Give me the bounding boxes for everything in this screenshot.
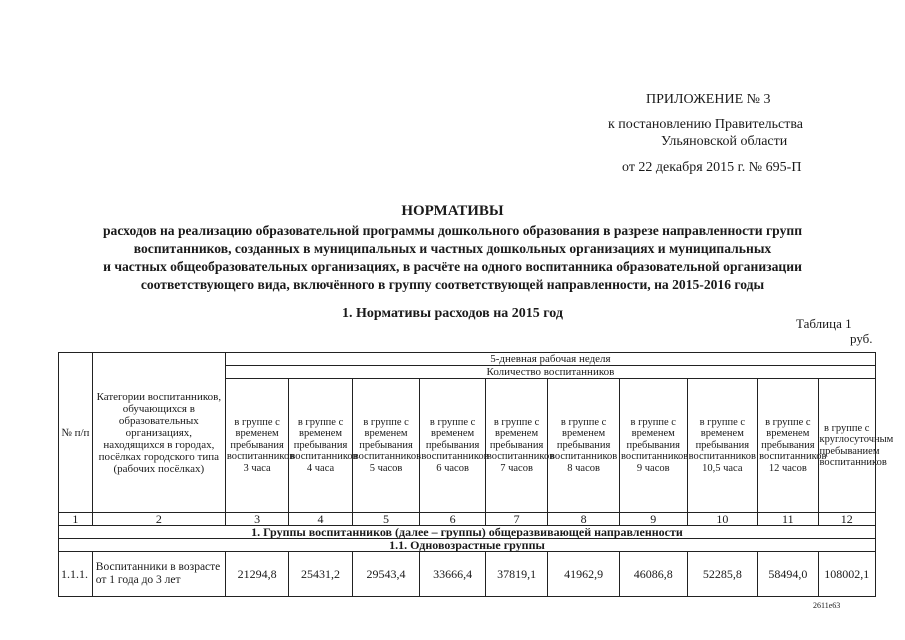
document-subtitle bbox=[30, 222, 875, 294]
header-week: 5-дневная рабочая неделя bbox=[225, 353, 875, 366]
subsection-band-row bbox=[59, 539, 876, 552]
header-col-12h: в группе с временем пребывания воспитанников 12 часов bbox=[758, 379, 818, 513]
col-number: 2 bbox=[92, 513, 225, 526]
header-col-7h: в группе с временем пребывания воспитанников 7 часов bbox=[485, 379, 547, 513]
col-number: 11 bbox=[758, 513, 818, 526]
col-number: 9 bbox=[619, 513, 687, 526]
header-count: Количество воспитанников bbox=[225, 366, 875, 379]
currency-unit: руб. bbox=[850, 331, 873, 346]
table-row bbox=[59, 552, 876, 597]
header-category: Категории воспитанников, обучающихся в образовательных организациях, находящихся в городах, посёлках городского типа (рабочих посёлках) bbox=[92, 353, 225, 513]
appendix-ref-line-1: к постановлению Правительства bbox=[608, 117, 804, 132]
row-value: 52285,8 bbox=[687, 552, 758, 597]
header-no: № п/п bbox=[59, 353, 93, 513]
col-number: 12 bbox=[818, 513, 875, 526]
section-band-row bbox=[59, 526, 876, 539]
table-label: Таблица 1 bbox=[796, 316, 852, 331]
row-value: 58494,0 bbox=[758, 552, 818, 597]
col-number: 4 bbox=[289, 513, 352, 526]
subtitle-line-2: воспитанников, созданных в муниципальных и частных дошкольных организациях и муниципальных bbox=[133, 241, 772, 256]
row-value: 29543,4 bbox=[352, 552, 420, 597]
row-value: 33666,4 bbox=[420, 552, 486, 597]
col-number: 3 bbox=[225, 513, 288, 526]
header-col-9h: в группе с временем пребывания воспитанников 9 часов bbox=[619, 379, 687, 513]
col-number: 7 bbox=[485, 513, 547, 526]
section-band-general: 1. Группы воспитанников (далее – группы) общеразвивающей направленности bbox=[59, 526, 876, 539]
header-col-6h: в группе с временем пребывания воспитанников 6 часов bbox=[420, 379, 486, 513]
row-value: 46086,8 bbox=[619, 552, 687, 597]
row-value: 37819,1 bbox=[485, 552, 547, 597]
header-col-10-5h: в группе с временем пребывания воспитанников 10,5 часа bbox=[687, 379, 758, 513]
row-value: 41962,9 bbox=[548, 552, 620, 597]
header-col-5h: в группе с временем пребывания воспитанников 5 часов bbox=[352, 379, 420, 513]
row-value: 21294,8 bbox=[225, 552, 288, 597]
col-number: 5 bbox=[352, 513, 420, 526]
row-category: Воспитанники в возрасте от 1 года до 3 лет bbox=[92, 552, 225, 597]
appendix-ref-line-2: Ульяновской области bbox=[661, 134, 788, 149]
header-col-3h: в группе с временем пребывания воспитанников 3 часа bbox=[225, 379, 288, 513]
document-title: НОРМАТИВЫ bbox=[401, 203, 504, 219]
subsection-band-same-age: 1.1. Одновозрастные группы bbox=[59, 539, 876, 552]
col-number: 6 bbox=[420, 513, 486, 526]
row-value: 108002,1 bbox=[818, 552, 875, 597]
section-title: 1. Нормативы расходов на 2015 год bbox=[342, 306, 563, 321]
subtitle-line-1: расходов на реализацию образовательной программы дошкольного образования в разрезе направленности групп bbox=[102, 223, 803, 238]
subtitle-line-4: соответствующего вида, включённого в группу соответствующей направленности, на 2015-2016 годы bbox=[140, 277, 765, 292]
col-number: 10 bbox=[687, 513, 758, 526]
appendix-ref-date: от 22 декабря 2015 г. № 695-П bbox=[622, 160, 802, 175]
appendix-number: ПРИЛОЖЕНИЕ № 3 bbox=[646, 92, 771, 107]
subtitle-line-3: и частных общеобразовательных организациях, в расчёте на одного воспитанника образовательной организации bbox=[103, 259, 802, 274]
header-col-24h: в группе с круглосуточным пребыванием воспитанников bbox=[818, 379, 875, 513]
row-index: 1.1.1. bbox=[59, 552, 93, 597]
header-col-4h: в группе с временем пребывания воспитанников 4 часа bbox=[289, 379, 352, 513]
table-header-row-1 bbox=[59, 353, 876, 366]
row-value: 25431,2 bbox=[289, 552, 352, 597]
column-numbers-row bbox=[59, 513, 876, 526]
norms-table bbox=[58, 352, 894, 597]
col-number: 1 bbox=[59, 513, 93, 526]
header-col-8h: в группе с временем пребывания воспитанников 8 часов bbox=[548, 379, 620, 513]
document-code: 2611е63 bbox=[813, 601, 841, 610]
col-number: 8 bbox=[548, 513, 620, 526]
